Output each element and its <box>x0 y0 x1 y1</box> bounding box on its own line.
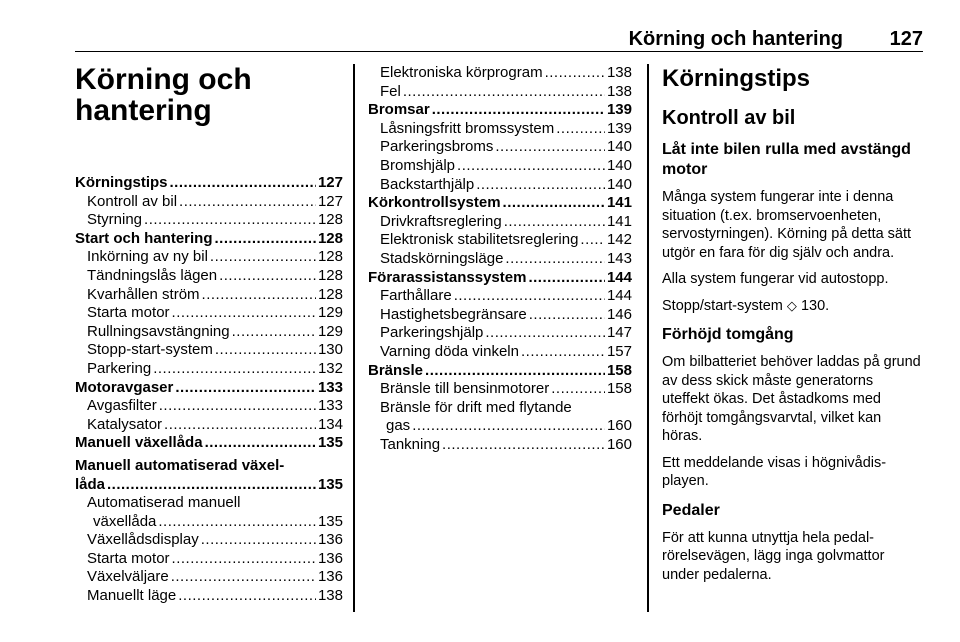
topic-heading: Pedaler <box>662 501 720 519</box>
toc-entry[interactable]: Avgasfilter ..... 133 <box>75 397 343 416</box>
paragraph: Ett meddelande visas i högnivådisplayen. <box>662 454 887 489</box>
toc-entry[interactable]: Bränsle till bensinmotorer ..... 158 <box>368 380 632 399</box>
toc-entry[interactable]: Motoravgaser ..... 133 <box>75 379 343 398</box>
toc-entry[interactable]: Farthållare ..... 144 <box>368 287 632 306</box>
toc-entry[interactable]: Bromshjälp ..... 140 <box>368 157 632 176</box>
toc-entry[interactable]: Elektronisk stabilitetsreglering ..... 142 <box>368 231 632 250</box>
toc-entry[interactable]: Bromsar ..... 139 <box>368 101 632 120</box>
toc-entry[interactable]: Rullningsavstängning ..... 129 <box>75 323 343 342</box>
header-title: Körning och hantering <box>628 28 843 50</box>
chapter-title: Körning och hantering <box>75 63 252 127</box>
topic-heading: Låt inte bilen rulla med avstängd motor <box>662 141 911 178</box>
toc-entry[interactable]: Fel ..... 138 <box>368 83 632 102</box>
toc-entry[interactable]: Växelväljare ..... 136 <box>75 568 343 587</box>
toc-entry-line1[interactable]: Bränsle för drift med flytande <box>380 398 572 416</box>
toc-entry[interactable]: Elektroniska körprogram ..... 138 <box>368 64 632 83</box>
toc-entry[interactable]: Hastighetsbegränsare ..... 146 <box>368 306 632 325</box>
toc-entry[interactable]: Stopp-start-system ..... 130 <box>75 341 343 360</box>
toc-entry[interactable]: Inkörning av ny bil ..... 128 <box>75 248 343 267</box>
toc-entry[interactable]: Parkering ..... 132 <box>75 360 343 379</box>
toc-column-2 <box>368 64 632 454</box>
toc-column-1 <box>75 64 343 606</box>
toc-entry[interactable]: Drivkraftsreglering ..... 141 <box>368 213 632 232</box>
toc-entry[interactable]: Starta motor ..... 136 <box>75 550 343 569</box>
toc-entry[interactable]: Manuell växellåda ..... 135 <box>75 434 343 453</box>
toc-entry[interactable]: Växellådsdisplay ..... 136 <box>75 531 343 550</box>
paragraph: För att kunna utnyttja hela pedalrörelsevägen, lägg inga golvmattor under pedalerna. <box>662 529 885 583</box>
toc-entry[interactable]: låda ..... 135 <box>75 476 343 495</box>
toc-entry[interactable]: Tankning ..... 160 <box>368 436 632 455</box>
toc-entry[interactable]: växellåda ..... 135 <box>75 513 343 532</box>
paragraph: Många system fungerar inte i denna situation (t.ex. bromservoenheten, servostyrningen). Körning på detta sätt utgör en fara för dig själv och andra. <box>662 189 912 261</box>
body-column <box>662 64 924 592</box>
toc-entry[interactable]: Parkeringsbroms ..... 140 <box>368 138 632 157</box>
subsection-heading: Kontroll av bil <box>662 107 796 129</box>
toc-entry[interactable]: Stadskörningsläge ..... 143 <box>368 250 632 269</box>
paragraph: Om bilbatteriet behöver laddas på grund av dess skick måste generatorns uteffekt ökas. Det åstadkoms med förhöjt tomgångsvarvtal, vilket kan höras. <box>662 354 921 444</box>
toc-entry[interactable]: Körkontrollsystem ..... 141 <box>368 194 632 213</box>
column-divider <box>353 64 355 612</box>
toc-entry[interactable]: Styrning ..... 128 <box>75 211 343 230</box>
column-divider <box>647 64 649 612</box>
page-number: 127 <box>889 28 923 50</box>
toc-entry[interactable]: Manuellt läge ..... 138 <box>75 587 343 606</box>
toc-entry-line1[interactable]: Automatiserad manuell <box>87 494 241 512</box>
page-header <box>75 28 923 52</box>
toc-entry[interactable]: Låsningsfritt bromssystem ..... 139 <box>368 120 632 139</box>
toc-entry[interactable]: Tändningslås lägen ..... 128 <box>75 267 343 286</box>
toc-entry[interactable]: Bränsle ..... 158 <box>368 362 632 381</box>
toc-entry[interactable]: Kvarhållen ström ..... 128 <box>75 286 343 305</box>
toc-entry[interactable]: Backstarthjälp ..... 140 <box>368 176 632 195</box>
paragraph: Alla system fungerar vid autostopp. <box>662 271 889 287</box>
toc-entry[interactable]: Förarassistanssystem ..... 144 <box>368 269 632 288</box>
toc-entry[interactable]: Start och hantering ..... 128 <box>75 230 343 249</box>
toc-entry[interactable]: gas ..... 160 <box>368 417 632 436</box>
toc-entry[interactable]: Körningstips ..... 127 <box>75 174 343 193</box>
toc-entry[interactable]: Starta motor ..... 129 <box>75 304 343 323</box>
toc-entry[interactable]: Varning döda vinkeln ..... 157 <box>368 343 632 362</box>
toc-entry[interactable]: Parkeringshjälp ..... 147 <box>368 324 632 343</box>
section-heading: Körningstips <box>662 65 810 92</box>
reference-arrow-icon: ◇ <box>786 297 797 313</box>
topic-heading: Förhöjd tomgång <box>662 326 794 343</box>
toc-entry-line1[interactable]: Manuell automatiserad växel- <box>75 456 285 474</box>
toc-entry[interactable]: Katalysator ..... 134 <box>75 416 343 435</box>
cross-reference[interactable]: Stopp/start-system ◇ 130. <box>662 297 830 314</box>
toc-entry[interactable]: Kontroll av bil ..... 127 <box>75 193 343 212</box>
